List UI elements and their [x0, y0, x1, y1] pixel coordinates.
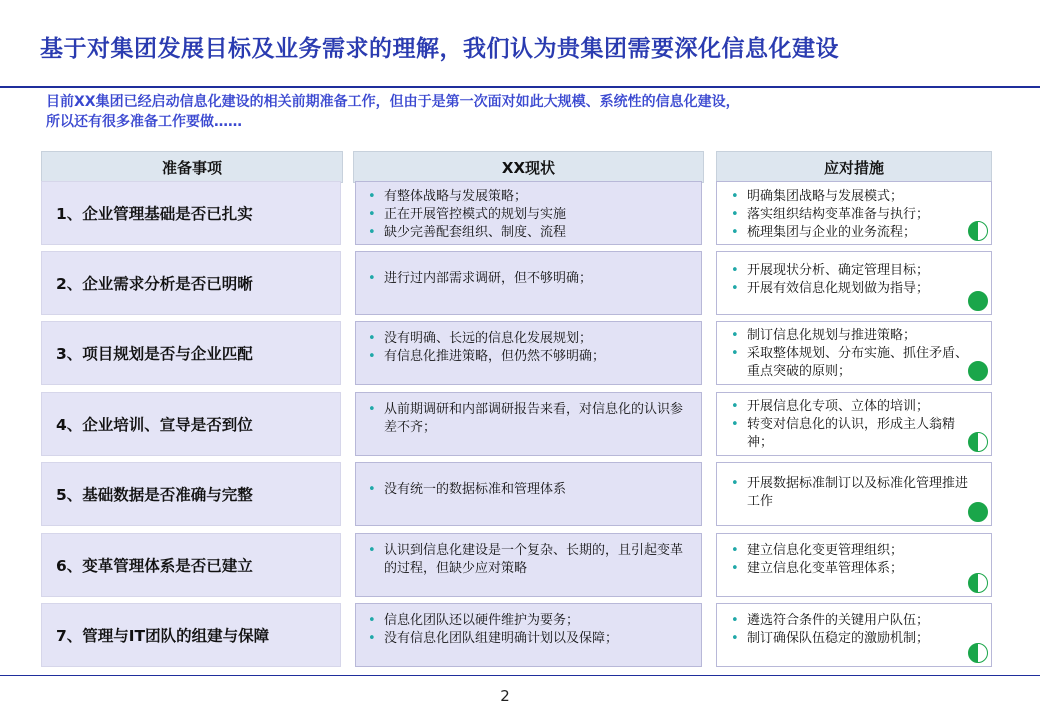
measure-bullet: • 落实组织结构变革准备与执行； [727, 206, 969, 224]
page-title: 基于对集团发展目标及业务需求的理解，我们认为贵集团需要深化信息化建设 [40, 36, 839, 62]
measure-bullet: • 建立信息化变更管理组织； [727, 542, 969, 560]
status-bullet: • 认识到信息化建设是一个复杂、长期的，且引起变革的过程，但缺少应对策略 [364, 542, 685, 578]
header-measures: 应对措施 [716, 151, 992, 183]
half-circle-status-icon [968, 221, 988, 241]
half-circle-status-icon [968, 432, 988, 452]
row-measures-cell [716, 533, 992, 597]
measure-bullet: • 开展信息化专项、立体的培训； [727, 398, 969, 416]
row-status-cell [355, 533, 702, 597]
row-status-cell [355, 462, 702, 526]
measure-bullet: • 开展数据标准制订以及标准化管理推进工作 [727, 475, 969, 511]
row-item-label: 3、项目规划是否与企业匹配 [41, 321, 341, 385]
measure-bullet: • 开展现状分析、确定管理目标； [727, 262, 969, 280]
row-item-label: 7、管理与IT团队的组建与保障 [41, 603, 341, 667]
row-item-label: 1、企业管理基础是否已扎实 [41, 181, 341, 245]
row-status-cell [355, 251, 702, 315]
half-circle-status-icon [968, 573, 988, 593]
measure-bullet: • 开展有效信息化规划做为指导； [727, 280, 969, 298]
status-bullet: • 正在开展管控模式的规划与实施 [364, 206, 685, 224]
row-measures-cell [716, 392, 992, 456]
status-bullet: • 没有统一的数据标准和管理体系 [364, 481, 685, 499]
footer-divider [0, 675, 1040, 676]
row-status-cell [355, 392, 702, 456]
measure-bullet: • 明确集团战略与发展模式； [727, 188, 969, 206]
row-measures-cell [716, 181, 992, 245]
status-bullet: • 从前期调研和内部调研报告来看，对信息化的认识参差不齐； [364, 401, 685, 437]
row-measures-cell [716, 251, 992, 315]
measure-bullet: • 采取整体规划、分布实施、抓住矛盾、重点突破的原则； [727, 345, 969, 381]
row-item-label: 6、变革管理体系是否已建立 [41, 533, 341, 597]
row-item-label: 5、基础数据是否准确与完整 [41, 462, 341, 526]
half-circle-status-icon [968, 643, 988, 663]
row-status-cell [355, 321, 702, 385]
full-circle-status-icon [968, 291, 988, 311]
row-status-cell [355, 181, 702, 245]
page-number: 2 [500, 687, 510, 705]
status-bullet: • 有信息化推进策略，但仍然不够明确； [364, 348, 685, 366]
measure-bullet: • 制订信息化规划与推进策略； [727, 327, 969, 345]
measure-bullet: • 制订确保队伍稳定的激励机制； [727, 630, 969, 648]
intro-line-2: 所以还有很多准备工作要做…… [46, 114, 242, 130]
status-bullet: • 有整体战略与发展策略； [364, 188, 685, 206]
measure-bullet: • 梳理集团与企业的业务流程； [727, 224, 969, 242]
full-circle-status-icon [968, 361, 988, 381]
measure-bullet: • 遴选符合条件的关键用户队伍； [727, 612, 969, 630]
header-item: 准备事项 [41, 151, 343, 183]
measure-bullet: • 建立信息化变革管理体系； [727, 560, 969, 578]
row-measures-cell [716, 321, 992, 385]
row-item-label: 4、企业培训、宣导是否到位 [41, 392, 341, 456]
measure-bullet: • 转变对信息化的认识，形成主人翁精神； [727, 416, 969, 452]
status-bullet: • 信息化团队还以硬件维护为要务； [364, 612, 685, 630]
full-circle-status-icon [968, 502, 988, 522]
status-bullet: • 进行过内部需求调研，但不够明确； [364, 270, 685, 288]
status-bullet: • 缺少完善配套组织、制度、流程 [364, 224, 685, 242]
row-measures-cell [716, 462, 992, 526]
status-bullet: • 没有明确、长远的信息化发展规划； [364, 330, 685, 348]
status-bullet: • 没有信息化团队组建明确计划以及保障； [364, 630, 685, 648]
header-status: XX现状 [353, 151, 704, 183]
intro-text [46, 92, 1021, 132]
row-item-label: 2、企业需求分析是否已明晰 [41, 251, 341, 315]
row-measures-cell [716, 603, 992, 667]
intro-line-1: 目前XX集团已经启动信息化建设的相关前期准备工作，但由于是第一次面对如此大规模、系统性的信息化建设， [46, 94, 740, 110]
row-status-cell [355, 603, 702, 667]
title-divider [0, 86, 1040, 88]
